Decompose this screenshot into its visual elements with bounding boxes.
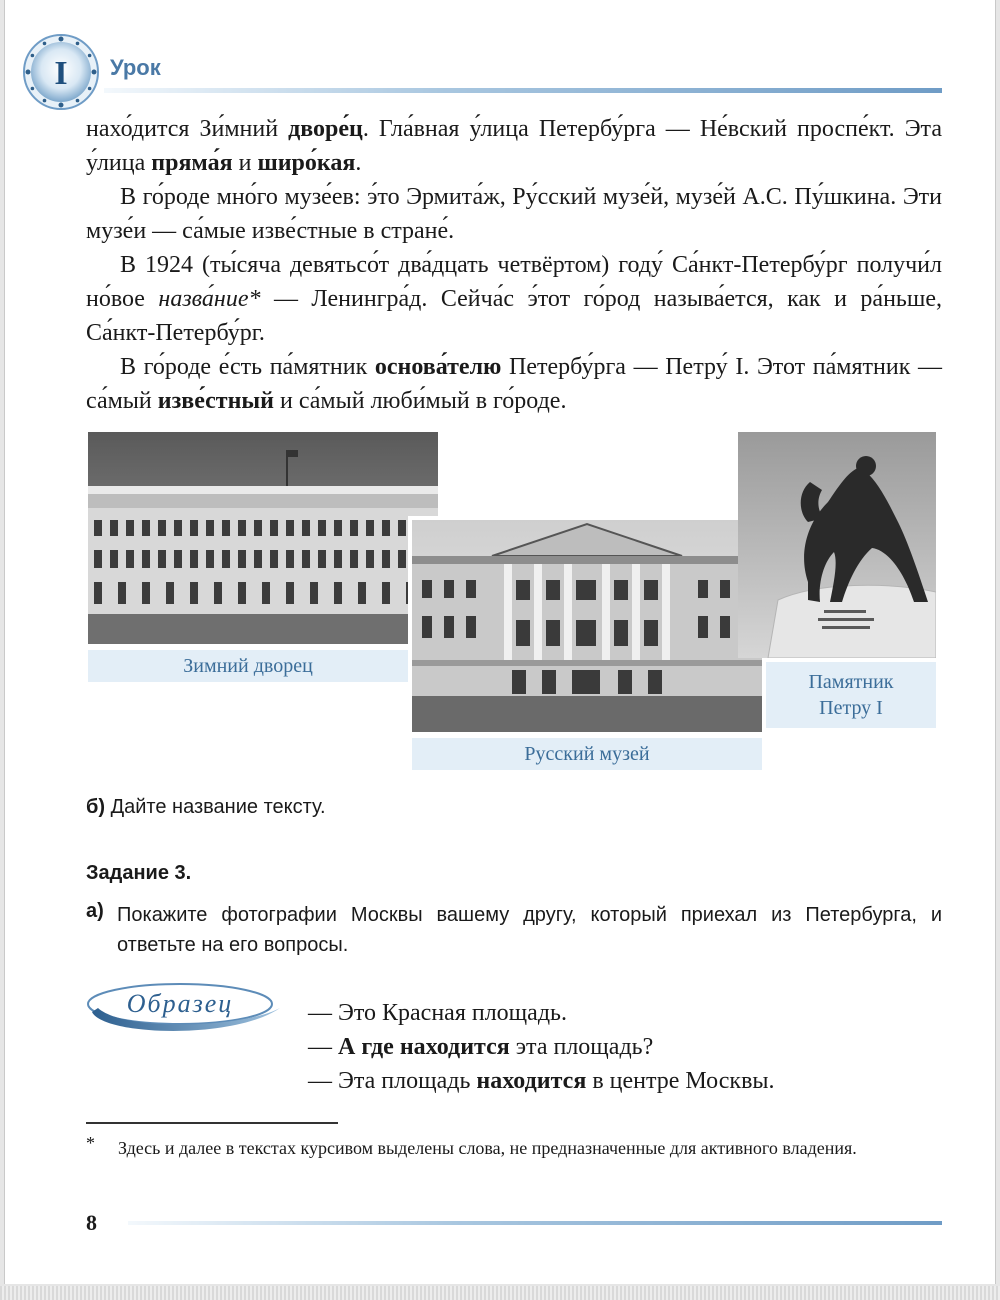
caption-line: Петру I xyxy=(819,697,883,719)
caption-winter-palace: Зимний дворец xyxy=(88,650,408,682)
sample-label: Образец xyxy=(126,989,234,1018)
russian-museum-photo xyxy=(408,516,766,736)
text-run: нахо́дится Зи́мний xyxy=(86,116,289,142)
page-bottom-strip xyxy=(0,1286,1000,1300)
paragraph-1 xyxy=(86,112,942,180)
dialog-line-1 xyxy=(308,996,567,1030)
bold-word: дворе́ц xyxy=(288,116,363,142)
text-run: и са́мый люби́мый в го́роде. xyxy=(273,388,567,414)
text-run: — Эта площадь xyxy=(308,1068,477,1094)
bold-word: находится xyxy=(476,1068,587,1094)
text-run: В го́роде е́сть па́мятник xyxy=(120,354,375,380)
caption-russian-museum: Русский музей xyxy=(412,738,762,770)
lesson-clock-badge-icon xyxy=(22,33,100,111)
caption-line: Памятник xyxy=(808,671,894,693)
footnote-divider xyxy=(86,1122,338,1124)
text-run: — Ленингра́д. Сейча́с э́тот го́род называ́ется, как и ра́ньше, Са́нкт-Петербу́рг. xyxy=(86,286,942,346)
sample-badge xyxy=(84,978,284,1050)
lesson-title: Урок xyxy=(110,55,161,80)
page-number: 8 xyxy=(86,1210,97,1235)
winter-palace-photo xyxy=(88,432,438,644)
text-run: . Гла́вная у́лица Петербу́рга — Не́вский проспе́кт. Эта у́лица xyxy=(86,116,942,176)
text-run: — xyxy=(308,1034,338,1060)
paragraph-3 xyxy=(86,248,942,350)
text-run: Петербу́рга — Петру́ I. Этот па́мятник — са́мый xyxy=(86,354,942,414)
lesson-numeral: I xyxy=(54,55,68,92)
text-run: — Это Красная площадь. xyxy=(308,1000,567,1026)
text-run: В 1924 (ты́сяча девятьсо́т два́дцать четвёртом) году́ Са́нкт-Петербу́рг получи́л но́вое xyxy=(86,252,942,312)
italic-word: назва́ние* xyxy=(158,286,261,312)
bold-word: изве́стный xyxy=(157,388,274,414)
bold-word: пряма́я xyxy=(151,150,233,176)
task-a-text: Покажите фотографии Москвы вашему другу, который приехал из Петербурга, и ответьте на его вопросы. xyxy=(117,904,942,956)
text-run: . xyxy=(355,150,362,176)
task3-title: Задание 3. xyxy=(86,862,192,884)
dialog-line-2 xyxy=(308,1030,653,1064)
caption-peter-monument xyxy=(766,662,936,728)
peter-monument-photo xyxy=(738,432,936,658)
footnote-marker: * xyxy=(86,1133,95,1153)
paragraph-4 xyxy=(86,350,942,418)
task-b-label: б) xyxy=(86,796,106,818)
bold-word: широ́кая xyxy=(257,150,356,176)
task-b-text: Дайте название тексту. xyxy=(110,796,326,818)
footnote-text: Здесь и далее в текстах курсивом выделены слова, не предназначенные для активного владения. xyxy=(118,1138,857,1158)
dialog-line-3 xyxy=(308,1064,775,1098)
bold-word: А где находится xyxy=(338,1034,510,1060)
header-divider xyxy=(104,88,942,93)
text-run: эта площадь? xyxy=(509,1034,654,1060)
text-run: В го́роде мно́го музе́ев: э́то Эрмита́ж, Ру́сский музе́й, музе́й А.С. Пу́шкина. Эти музе́и — са́мые изве́стные в стране́. xyxy=(86,184,942,244)
task-b xyxy=(86,796,326,819)
task-a-label: а) xyxy=(86,900,104,922)
text-run: и xyxy=(232,150,258,176)
paragraph-2 xyxy=(86,180,942,248)
footer-divider xyxy=(128,1221,942,1225)
bold-word: основа́телю xyxy=(374,354,502,380)
text-run: в центре Москвы. xyxy=(586,1068,775,1094)
